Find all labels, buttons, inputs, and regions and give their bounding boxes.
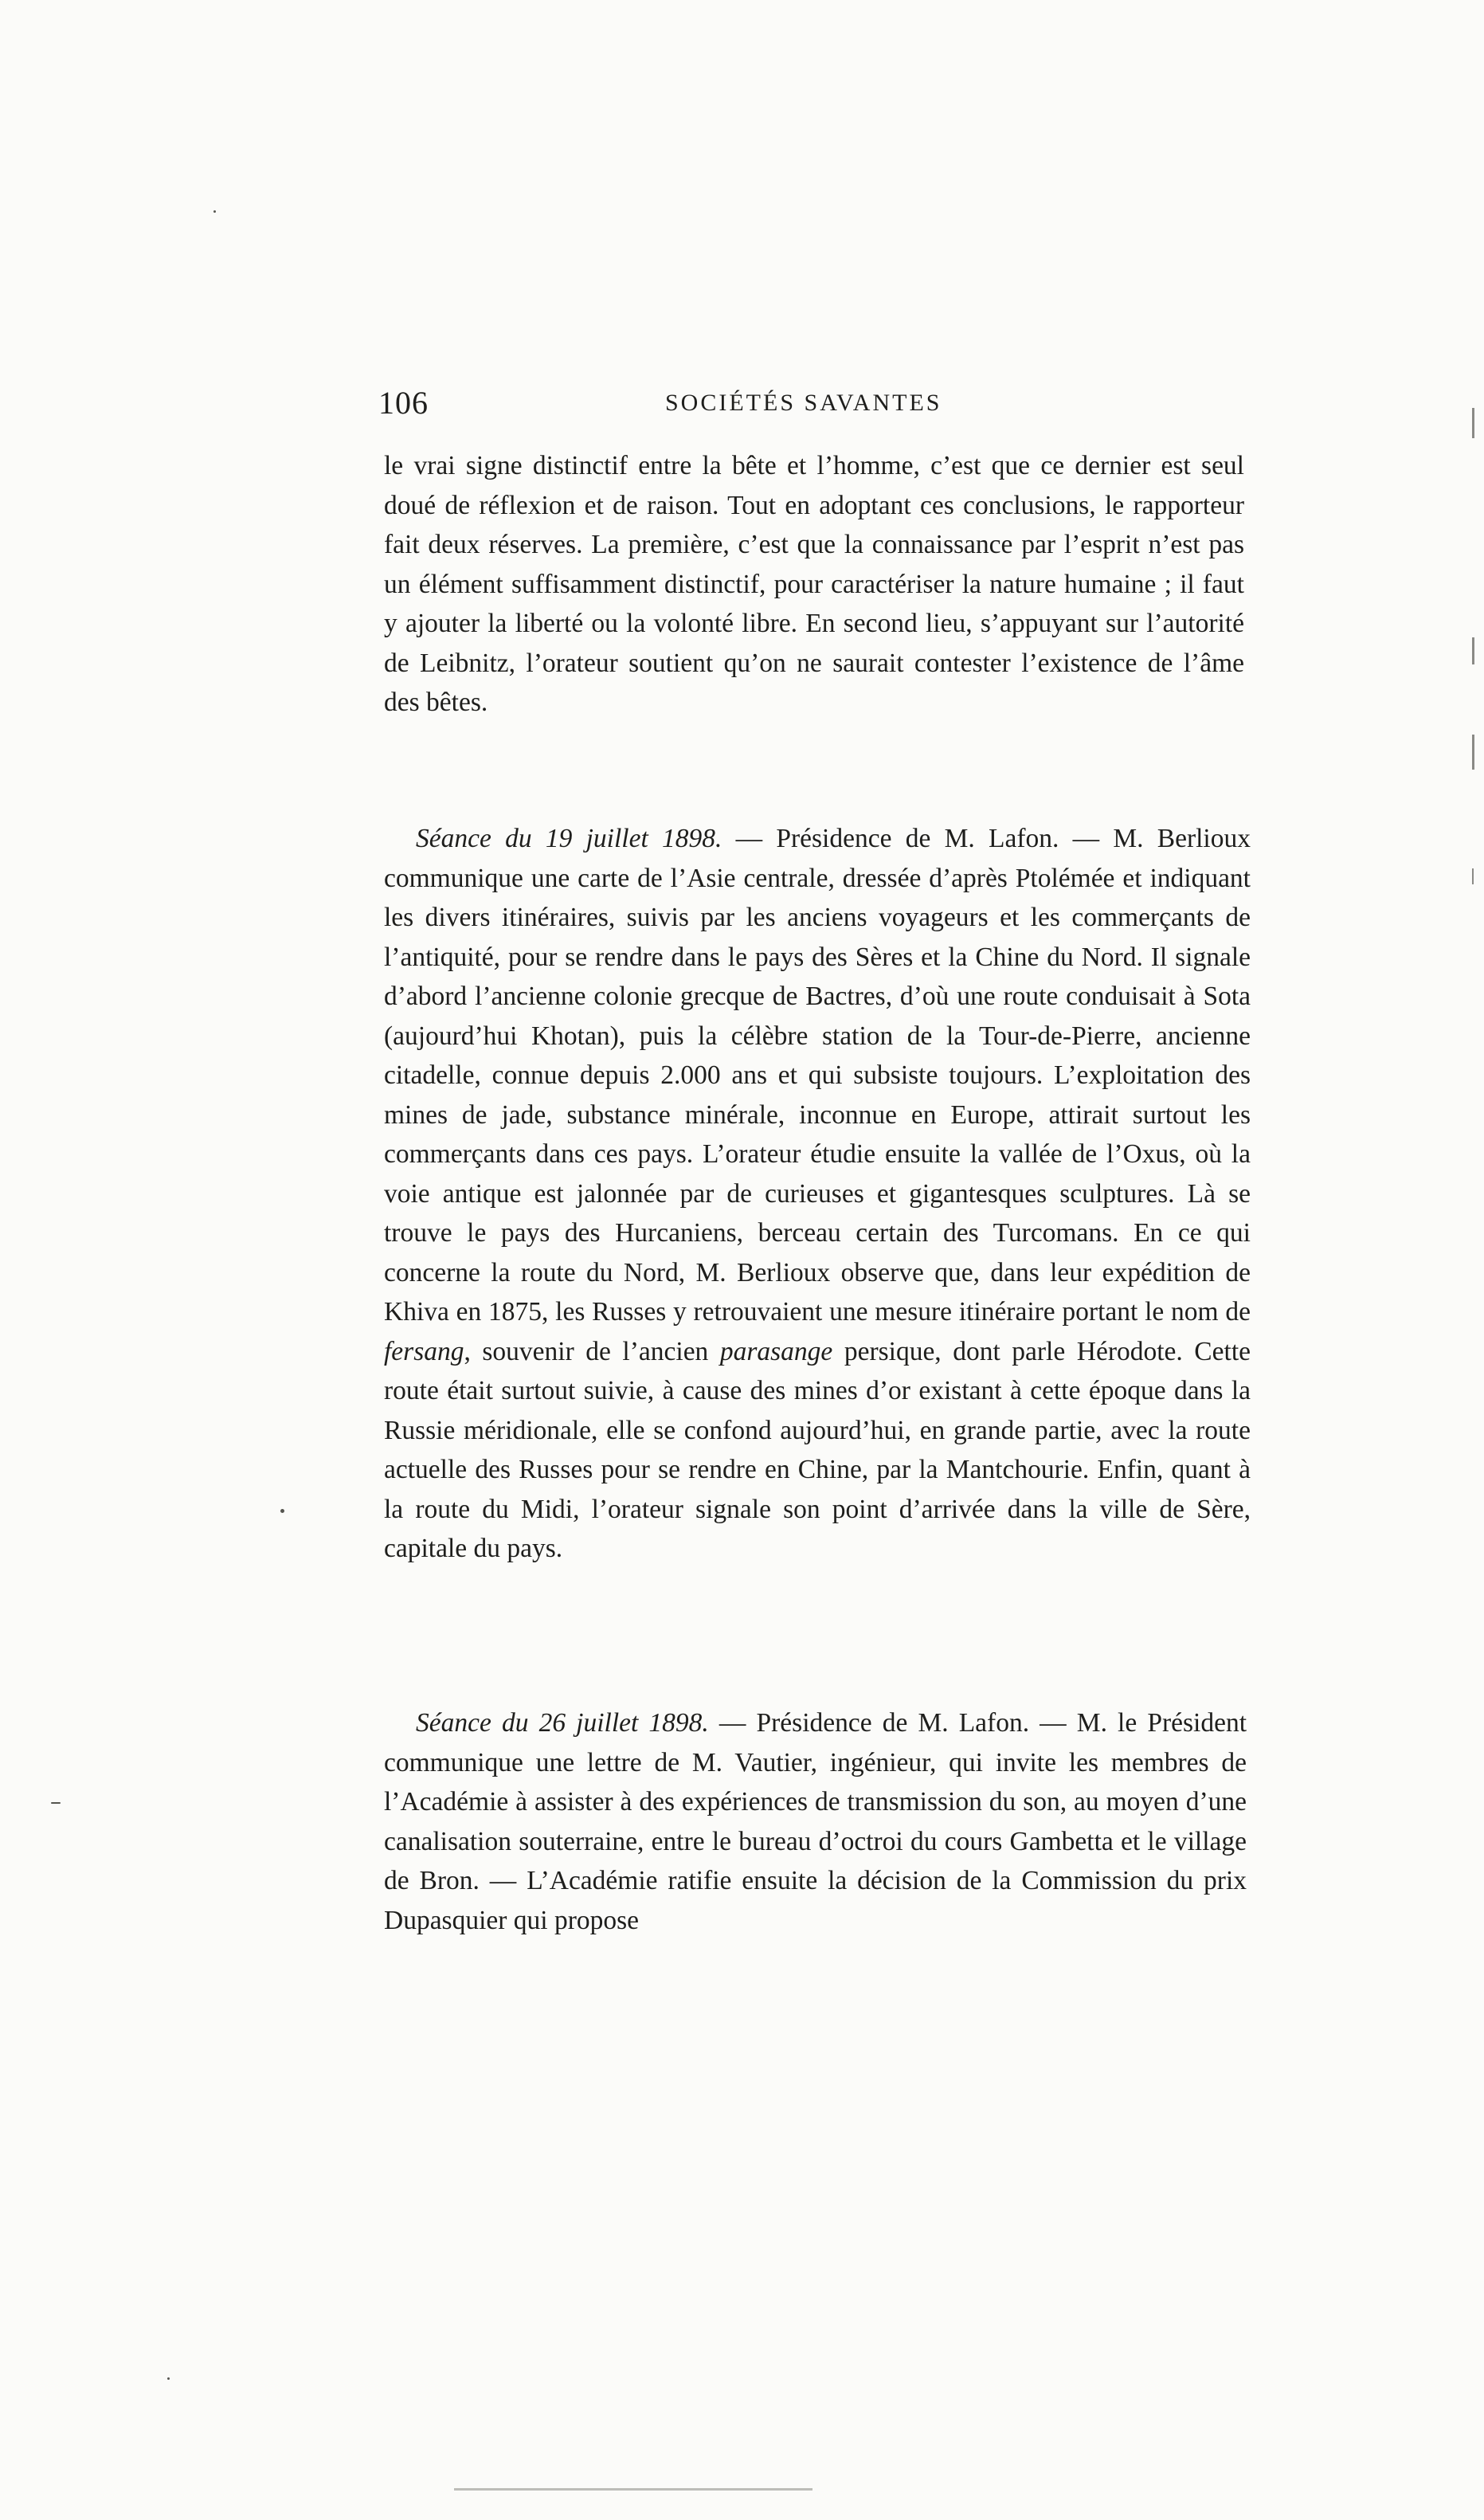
paragraph-text: — Présidence de M. Lafon. — M. le Président communique une lettre de M. Vautier, ingénieur, qui invite les membres de l’Académie à assister à des expériences de transmission du son, au moyen d’une canalisation souterraine, entre le bureau d’octroi du cours Gambetta et le village de Bron. — L’Académie ratifie ensuite la décision de la Commission du prix Dupasquier qui propose [384,1708,1247,1935]
margin-mark [1472,868,1474,884]
paper-speck [213,210,216,213]
running-head [378,379,1255,427]
paragraph-continuation [384,446,1244,723]
paragraph-text: persique, dont parle Hérodote. Cette route était surtout suivie, à cause des mines d’or existant à cette époque dans la Russie méridionale, elle se confond aujourd’hui, en grande partie, avec la route actuelle des Russes pour se rendre en Chine, par la Mantchourie. Enfin, quant à la route du Midi, l’orateur signale son point d’arrivée dans la ville de Sère, capitale du pays. [384,1336,1251,1563]
margin-mark [1472,735,1474,770]
running-title: SOCIÉTÉS SAVANTES [665,390,942,416]
seance-heading: Séance du 26 juillet 1898. [416,1708,709,1738]
margin-mark [1472,637,1474,664]
paragraph-seance-26-juillet [384,1703,1247,1940]
paragraph-text: le vrai signe distinctif entre la bête et l’homme, c’est que ce dernier est seul doué de réflexion et de raison. Tout en adoptant ces conclusions, le rapporteur fait deux réserves. La première, c’est que la connaissance par l’esprit n’est pas un élément suffisamment distinctif, pour caractériser la nature humaine ; il faut y ajouter la liberté ou la volonté libre. En second lieu, s’appuyant sur l’autorité de Leibnitz, l’orateur soutient qu’on ne saurait contester l’existence de l’âme des bêtes. [384,451,1244,717]
italic-term-fersang: fersang [384,1336,464,1366]
margin-mark [1472,408,1474,438]
paragraph-text: , souvenir de l’ancien [464,1336,720,1366]
paper-speck [280,1509,284,1513]
page-number: 106 [378,385,429,421]
paper-speck [167,2377,170,2380]
bottom-scan-rule [454,2488,812,2491]
italic-term-parasange: parasange [719,1336,833,1366]
paragraph-seance-19-juillet [384,819,1251,1569]
seance-heading: Séance du 19 juillet 1898. [416,824,722,853]
paragraph-text: — Présidence de M. Lafon. — M. Berlioux communique une carte de l’Asie centrale, dressée d’après Ptolémée et indiquant les divers itinéraires, suivis par les anciens voyageurs et les commerçants de l’antiquité, pour se rendre dans le pays des Sères et la Chine du Nord. Il signale d’abord l’ancienne colonie grecque de Bactres, d’où une route conduisait à Sota (aujourd’hui Khotan), puis la célèbre station de la Tour-de-Pierre, ancienne citadelle, connue depuis 2.000 ans et qui subsiste toujours. L’exploitation des mines de jade, substance minérale, inconnue en Europe, attirait surtout les commerçants dans ces pays. L’orateur étudie ensuite la vallée de l’Oxus, où la voie antique est jalonnée par de curieuses et gigantesques sculptures. Là se trouve le pays des Hurcaniens, berceau certain des Turcomans. En ce qui concerne la route du Nord, M. Berlioux observe que, dans leur expédition de Khiva en 1875, les Russes y retrouvaient une mesure itinéraire portant le nom de [384,824,1251,1327]
paper-speck [51,1802,61,1804]
